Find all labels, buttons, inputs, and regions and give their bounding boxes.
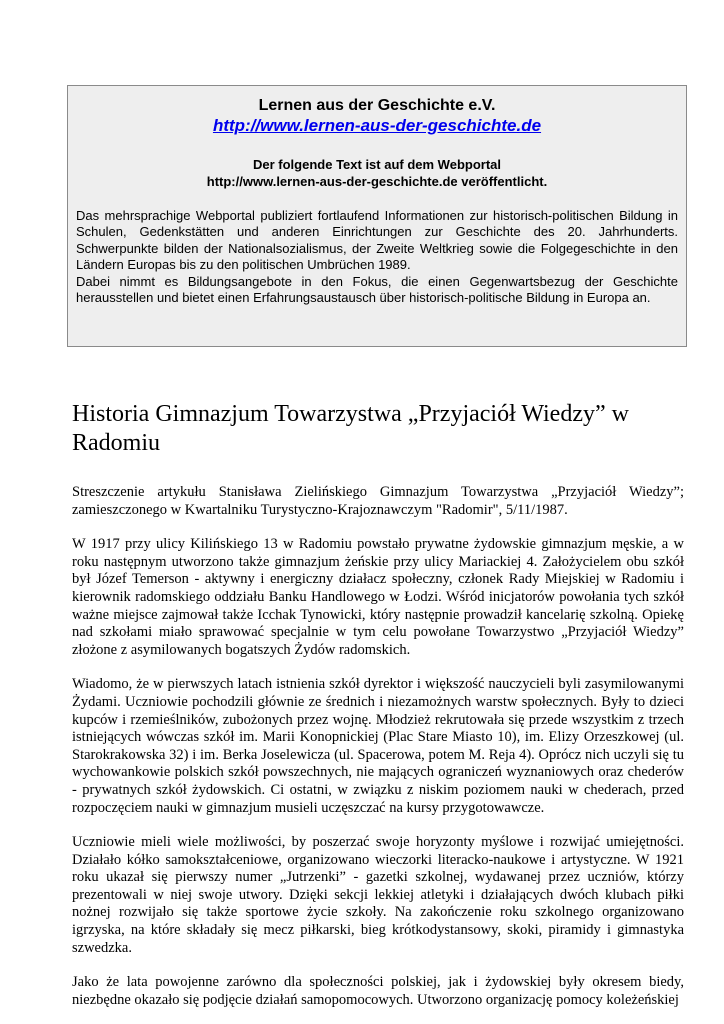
description-paragraph: Dabei nimmt es Bildungsangebote in den Fokus, die einen Gegenwartsbezug der Geschichte herausstellen und bietet einen Erfahrungsaustausch über historisch-politische Bildung in Europa an. (76, 273, 678, 306)
organization-link[interactable]: http://www.lernen-aus-der-geschichte.de (212, 116, 542, 135)
article (72, 400, 684, 1009)
info-box (67, 85, 687, 347)
notice-line-1: Der folgende Text ist auf dem Webportal (253, 157, 501, 172)
publication-notice (76, 156, 678, 190)
portal-description (76, 208, 678, 306)
article-paragraph: W 1917 przy ulicy Kilińskiego 13 w Radomiu powstało prywatne żydowskie gimnazjum męskie, a w roku następnym utworzono także gimnazjum żeńskie przy ulicy Mariackiej 4. Założycielem obu szkół był Józef Temerson - aktywny i energiczny działacz społeczny, członek Rady Miejskiej w Radomiu i kierownik radomskiego oddziału Banku Handlowego w Łodzi. Wśród inicjatorów powołania tych szkół ważne miejsce zajmował także Icchak Tynowicki, który następnie prowadził kancelarię szkolną. Opiekę nad szkołami miało sprawować specjalnie w tym celu powołane Towarzystwo „Przyjaciół Wiedzy” złożone z asymilowanych bogatszych Żydów radomskich. (72, 536, 684, 658)
organization-title: Lernen aus der Geschichte e.V. (258, 97, 496, 114)
article-summary: Streszczenie artykułu Stanisława Zielińskiego Gimnazjum Towarzystwa „Przyjaciół Wiedzy”; zamieszczonego w Kwartalniku Turystyczno-Krajoznawczym "Radomir", 5/11/1987. (72, 484, 684, 518)
article-paragraph: Jako że lata powojenne zarówno dla społeczności polskiej, jak i żydowskiej były okresem biedy, niezbędne okazało się podjęcie działań samopomocowych. Utworzono organizację pomocy koleżeńskiej (72, 974, 684, 1008)
description-paragraph: Das mehrsprachige Webportal publiziert fortlaufend Informationen zur historisch-politischen Bildung in Schulen, Gedenkstätten und anderen Einrichtungen zur Geschichte des 20. Jahrhunderts. Schwerpunkte bilden der Nationalsozialismus, der Zweite Weltkrieg sowie die Folgegeschichte in den Ländern Europas bis zu den politischen Umbrüchen 1989. (76, 208, 678, 273)
notice-line-2: http://www.lernen-aus-der-geschichte.de veröffentlicht. (206, 174, 548, 189)
article-paragraph: Wiadomo, że w pierwszych latach istnienia szkół dyrektor i większość nauczycieli byli zasymilowanymi Żydami. Uczniowie pochodzili głównie ze średnich i niezamożnych warstw społecznych. Były to dzieci kupców i rzemieślników, zubożonych przez wojnę. Młodzież rekrutowała się przede wszystkim z trzech istniejących wówczas szkół im. Marii Konopnickiej (Plac Stare Miasto 10), im. Elizy Orzeszkowej (ul. Starokrakowska 32) i im. Berka Joselewicza (ul. Spacerowa, potem M. Reja 4). Oprócz nich uczyli się tu wychowankowie polskich szkół powszechnych, nie mających ograniczeń wyznaniowych oraz chederów - prywatnych szkół żydowskich. Ci ostatni, w związku z niskim poziomem nauki w chederach, przed rozpoczęciem nauki w gimnazjum musieli uczęszczać na kursy przygotowawcze. (72, 676, 684, 816)
article-title: Historia Gimnazjum Towarzystwa „Przyjaciół Wiedzy” w Radomiu (72, 401, 629, 456)
article-paragraph: Uczniowie mieli wiele możliwości, by poszerzać swoje horyzonty myślowe i rozwijać umiejętności. Działało kółko samokształceniowe, organizowano wieczorki literacko-naukowe i artystyczne. W 1921 roku ukazał się pierwszy numer „Jutrzenki” - gazetki szkolnej, wydawanej przez uczniów, którzy prezentowali w niej swoje utwory. Dzięki sekcji lekkiej atletyki i działających dwóch klubach piłki nożnej rozwijało się także sportowe życie szkoły. Na zakończenie roku szkolnego organizowano igrzyska, na które składały się mecz piłkarski, bieg krótkodystansowy, skoki, piramidy i gimnastyka szwedzka. (72, 834, 684, 956)
